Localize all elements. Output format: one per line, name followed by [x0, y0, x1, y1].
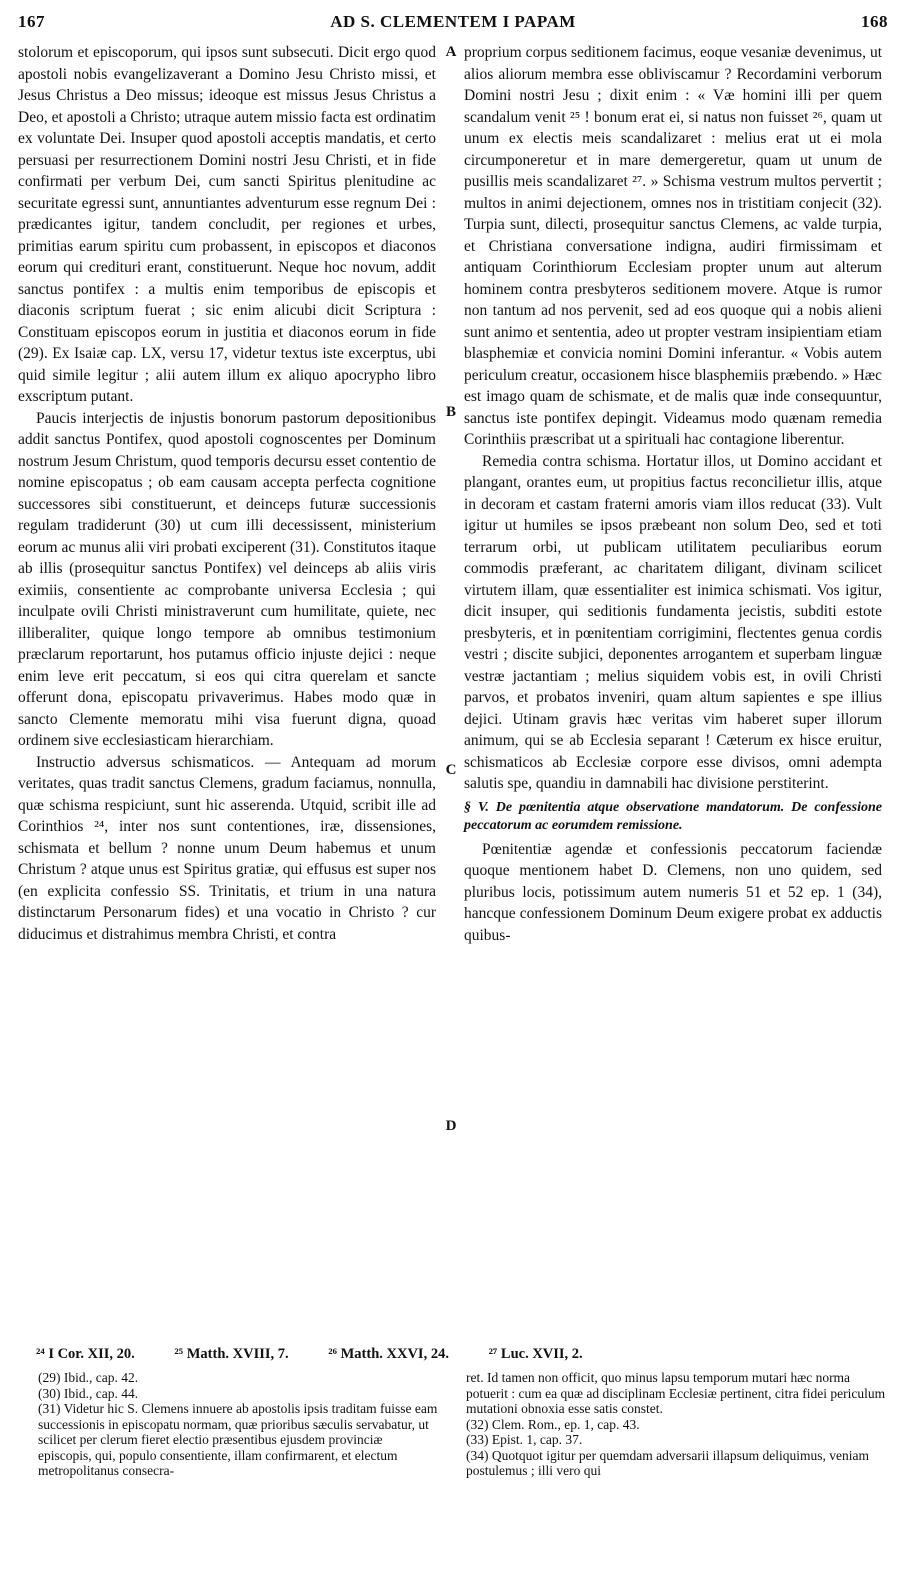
footnotes-left — [38, 1370, 438, 1479]
footnotes-right — [466, 1370, 886, 1479]
left-paragraph-3: Instructio adversus schismaticos. — Antequam ad morum veritates, quas tradit sanctus Clemens, gradum faciamus, nonnulla, quæ schisma respiciunt, sunt hic asserenda. Utquid, scribit ille ad Corinthios ²⁴, inter nos sunt contentiones, iræ, dissensiones, schismata et bellum ? nonne unum Deum habemus et unum Christum ? atque unus est Spiritus gratiæ, qui effusus est super nos (en explicita confessio SS. Trinitatis, et trium in una natura distinctarum Personarum fides) et una vocatio in Christo ? cur diducimus et distrahimus membra Christi, et contra — [18, 753, 436, 943]
margin-letter-d: D — [445, 1118, 457, 1134]
right-paragraph-2: Remedia contra schisma. Hortatur illos, ut Domino accidant et plangant, orantes eum, ut propitius factus reconcilietur illis, atque in decoram et castam fraterni amoris viam illos reducat (33). Vult igitur ut humiles se ipsos præbeant non solum Deo, sed et toti terrarum orbi, ut publicam utilitatem peculiaribus eorum commodis præferant, ac charitatem diligant, divinam scilicet virtutem illam, quæ essentialiter est inimica schismati. Vos igitur, dicit insuper, qui seditionis fundamenta jecistis, subditi estote presbyteris, et in pœnitentiam corrigimini, flectentes genua cordis vestri ; discite subjici, deponentes arrogantem et superbam linguæ vestræ jactantiam ; melius siquidem vobis est, in ovili Christi parvos, et probatos inveniri, quam altum sapientes e spe illius dejici. Utinam gravis hæc veritas vim haberet super illorum animum, qui se ab Ecclesia separant ! Cæterum ex hisce eruitur, schismaticos ab Ecclesiæ corpore esse divisos, omni adempta salutis spe, quandiu in damnabili hac divisione perstiterint. — [464, 452, 882, 792]
footnote: (32) Clem. Rom., ep. 1, cap. 43. — [466, 1416, 640, 1432]
footnote: (30) Ibid., cap. 44. — [38, 1385, 139, 1401]
right-paragraph-3: Pœnitentiæ agendæ et confessionis peccatorum faciendæ quoque mentionem habet D. Clemens, non uno quidem, sed pluribus locis, potissimum autem numeris 51 et 52 ep. 1 (34), hancque confessionem Dominum Deum exigere probat ex adductis quibus- — [464, 840, 882, 944]
section-heading: § V. De pœnitentia atque observatione mandatorum. De confessione peccatorum ac eorumdem remissione. — [464, 799, 882, 833]
footnote: (31) Videtur hic S. Clemens innuere ab apostolis ipsis traditam fuisse eam successionis in episcopatu normam, quæ prioribus sæculis servabatur, ut scilicet per clerum fieret electio præsentibus ejusdem provinciæ episcopis, qui, populo consentiente, illam confirmarent, et electum metropolitanus consecra- — [38, 1401, 438, 1478]
footnote: (33) Epist. 1, cap. 37. — [466, 1432, 583, 1447]
scripture-ref: ²⁵ Matth. XVIII, 7. — [174, 1346, 289, 1362]
running-header — [18, 8, 888, 34]
scripture-ref: ²⁶ Matth. XXVI, 24. — [328, 1346, 449, 1362]
page-number-left: 167 — [18, 12, 45, 31]
scripture-references — [36, 1346, 896, 1363]
left-column — [18, 42, 436, 1338]
margin-letter-b: B — [445, 404, 456, 420]
left-paragraph-1: stolorum et episcoporum, qui ipsos sunt subsecuti. Dicit ergo quod apostoli nobis evangelizaverant a Domino Jesu Christo missi, et Jesus Christus a Deo missus; ideoque est missus Jesus Christus a Deo, et apostoli a Christo; utraque autem missio facta est ordinatim ex voluntate Dei. Insuper quod apostoli acceptis mandatis, et certo persuasi per resurrectionem Domini nostri Jesu Christi, et in fide confirmati per verbum Dei, cum sancti Spiritus plenitudine ac securitate egressi sunt, annuntiantes adventurum esse regnum Dei : prædicantes igitur, tandem concludit, per regiones et urbes, primitias earum spiritu cum probassent, in episcopos et diaconos eorum qui credituri erant, constituerunt. Neque hoc novum, addit sanctus pontifex : a multis enim temporibus de episcopis et diaconis scriptum fuerat ; sic enim alicubi dicit Scriptura : Constituam episcopos eorum in justitia et diaconos eorum in fide (29). Ex Isaiæ cap. LX, versu 17, videtur textus iste excerptus, ubi quid simile legitur ; alii autem illum ex aliquo apocrypho libro exscriptum putant. — [18, 44, 436, 405]
running-title: AD S. CLEMENTEM I PAPAM — [330, 12, 576, 31]
scripture-ref: ²⁷ Luc. XVII, 2. — [488, 1346, 583, 1362]
margin-letter-a: A — [445, 44, 457, 60]
scripture-ref: ²⁴ I Cor. XII, 20. — [36, 1346, 135, 1362]
right-column — [464, 42, 882, 1338]
left-paragraph-2: Paucis interjectis de injustis bonorum pastorum depositionibus addit sanctus Pontifex, quod apostoli cognoscentes per Dominum nostrum Jesum Christum, quod temporis decursu esset contentio de nomine episcopatus ; ob eam causam accepta perfecta cognitione successores sibi constituerunt, et deinceps futuræ successionis regulam tradiderunt (30) ut cum illi decessissent, ministerium eorum ac munus alii viri probati exciperent (31). Constitutos itaque ab illis (prosequitur sanctus Pontifex) vel deinceps ab aliis viris eximiis, consentiente ac comprobante universa Ecclesia ; qui inculpate ovili Christi ministraverunt cum humilitate, quiete, nec illiberaliter, quique longo tempore ab omnibus testimonium præclarum reportarunt, hos putamus officio injuste dejici : neque enim leve erit peccatum, si eos qui citra querelam et sancte offerunt dona, episcopatu privaverimus. Habes modo quæ in sancto Clemente memoratu mihi visa fuerunt digna, quoad ordinem sive ecclesiasticam hierarchiam. — [18, 409, 437, 749]
page-number-right: 168 — [861, 12, 888, 31]
margin-letter-c: C — [445, 762, 457, 778]
footnote: (34) Quotquot igitur per quemdam adversarii illapsum deliquimus, veniam postulemus ; illi vero qui — [466, 1447, 870, 1478]
footnote: (29) Ibid., cap. 42. — [38, 1370, 139, 1385]
right-paragraph-1: proprium corpus seditionem facimus, eoque vesaniæ devenimus, ut alios aliorum membra esse obliviscamur ? Recordamini verborum Domini nostri Jesu ; dixit enim : « Væ homini illi per quem scandalum venit ²⁵ ! bonum erat ei, si natus non fuisset ²⁶, quam ut unum ex electis meis scandalizaret : melius erat ut ei mola circumponeretur et in mare demergeretur, quam ut unum de pusillis meis scandalizaret ²⁷. » Schisma vestrum multos pervertit ; multos in animi dejectionem, omnes nos in tristitiam conjecit (32). Turpia sunt, dilecti, prosequitur sanctus Clemens, ac valde turpia, et Christiana conversatione indigna, audiri firmissimam et antiquam Corinthiorum Ecclesiam propter unum aut alterum hominem contra presbyteros seditionem movere. Atque is rumor non tantum ad nos pervenit, sed ad eos quoque qui a nobis alieni sunt animo et sententia, adeo ut propter vestram insipientiam etiam blasphemiæ et convicia nomini Domini inferantur. « Vobis autem periculum creatur, occasionem hisce blasphemiis præbendo. » Hæc est imago quam de schismate, et de malis quæ inde consequuntur, sanctus iste pontifex depingit. Videamus modo quænam remedia Corinthiis præscribat ut a spirituali hac contagione liberentur. — [464, 44, 882, 448]
footnote-continuation: ret. Id tamen non officit, quo minus lapsu temporum mutari hæc norma potuerit : cum ea quæ ad disciplinam Ecclesiæ pertinent, citra fidei periculum mutationi obnoxia esse satis constet. — [466, 1370, 886, 1416]
